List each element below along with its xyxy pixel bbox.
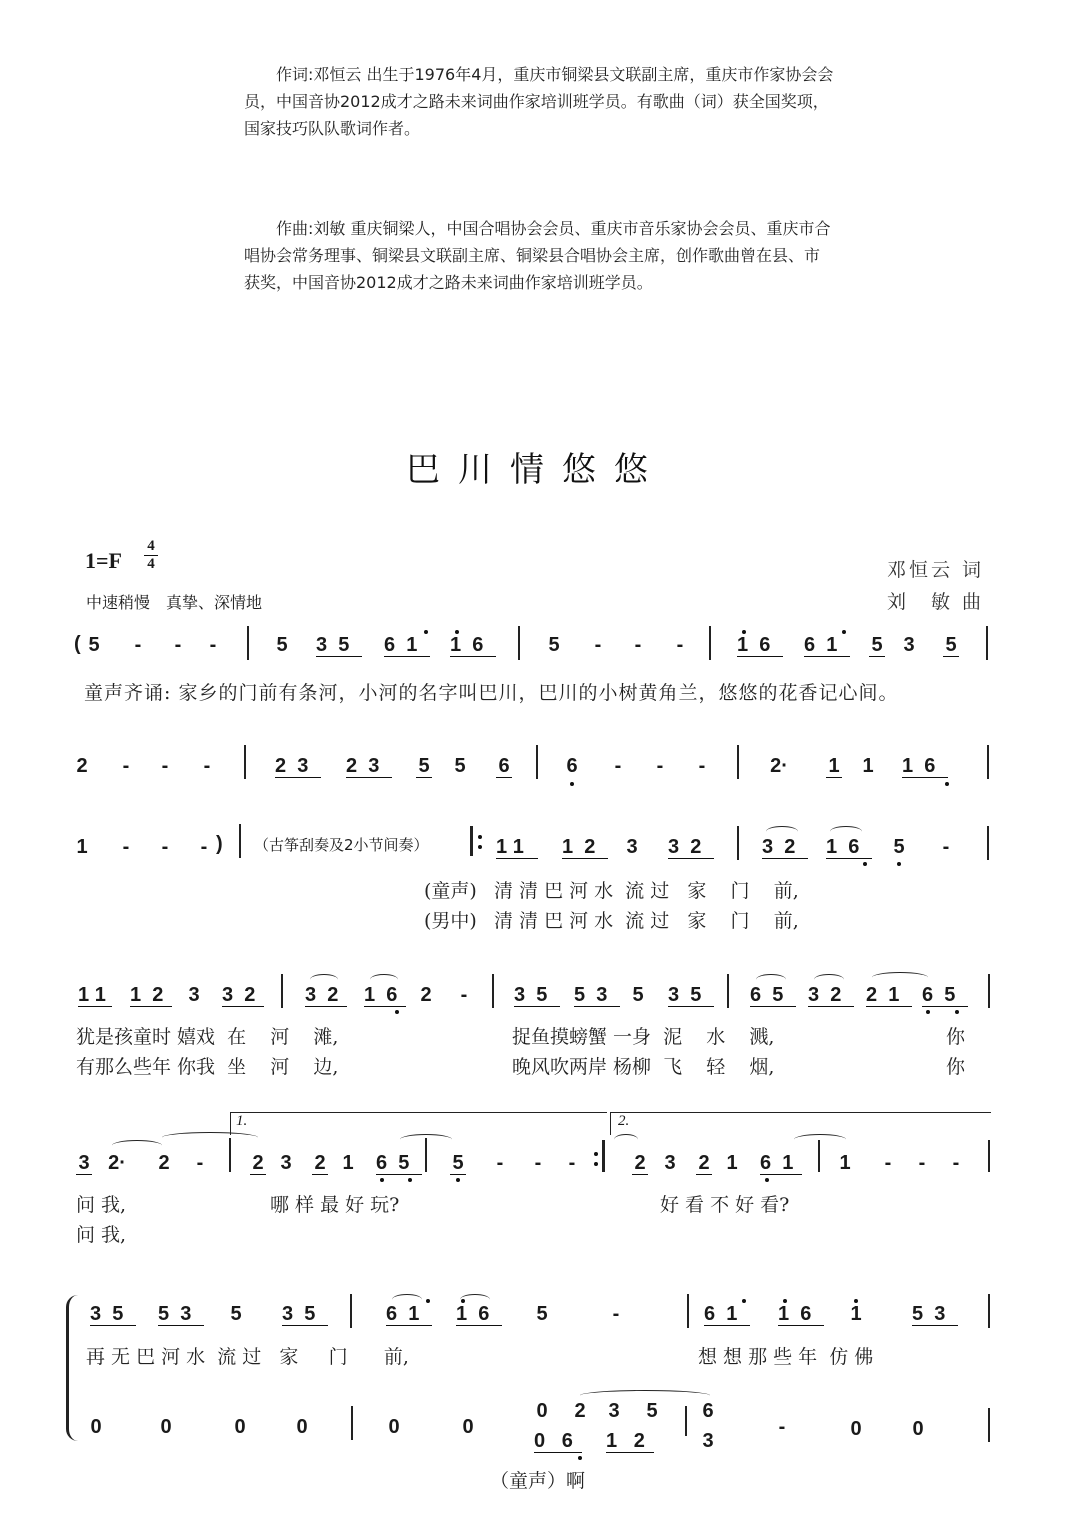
- verse-1-lyrics: 哪 样 最 好 玩?: [270, 1194, 400, 1216]
- lyrics: 想 想 那 些 年 仿 佛: [698, 1346, 874, 1368]
- note: 1: [726, 1152, 738, 1174]
- note: 3: [664, 1152, 676, 1174]
- verse-1-lyrics: 好 看 不 好 看?: [660, 1194, 790, 1216]
- verse-1-lyrics: 犹是孩童时 嬉戏 在 河 滩,: [76, 1026, 339, 1048]
- note: 5: [536, 1303, 548, 1325]
- rest: 0: [234, 1416, 246, 1438]
- note: 5: [454, 755, 466, 777]
- note: 5: [276, 634, 288, 656]
- high-dot: [742, 1299, 746, 1303]
- note-group: 3 5: [316, 634, 362, 657]
- dash: -: [203, 755, 211, 777]
- dash: -: [612, 1303, 620, 1325]
- note: 2: [312, 1152, 328, 1175]
- verse-1-lyrics: 清 清 巴 河 水 流 过 家 门 前,: [494, 880, 799, 902]
- note: 5: [230, 1303, 242, 1325]
- barline: [281, 974, 283, 1008]
- barline: [988, 1140, 990, 1172]
- note-group: 3 5: [282, 1303, 328, 1326]
- verse-1-lyrics: 问 我,: [76, 1194, 127, 1216]
- barline: [727, 974, 729, 1008]
- low-dot: [765, 1178, 769, 1182]
- dash: -: [952, 1152, 960, 1174]
- barline: [350, 1294, 352, 1328]
- voice-label-male: (男中): [424, 910, 477, 932]
- note: 1: [826, 755, 842, 778]
- note: 1: [850, 1303, 862, 1325]
- note: 5: [548, 634, 560, 656]
- barline: [685, 1406, 687, 1436]
- barline: [988, 1408, 990, 1442]
- note: 2: [250, 1152, 266, 1175]
- note-group: 1 2: [130, 984, 172, 1007]
- note-group: 1 6: [364, 984, 406, 1007]
- rest: 0: [90, 1416, 102, 1438]
- note-group: 0 6: [534, 1430, 582, 1453]
- note: 1: [342, 1152, 354, 1174]
- dash: -: [594, 634, 602, 656]
- note: 5: [632, 984, 644, 1006]
- dash: -: [676, 634, 684, 656]
- note: 5: [88, 634, 100, 656]
- dash: -: [122, 836, 130, 858]
- lyrics: 再 无 巴 河 水 流 过 家 门 前,: [86, 1346, 409, 1368]
- high-dot: [461, 1299, 465, 1303]
- dash: -: [496, 1152, 504, 1174]
- repeat-dot: [478, 845, 482, 849]
- note: 2: [574, 1400, 586, 1422]
- dash: -: [778, 1416, 786, 1438]
- note-group: 1 6: [737, 634, 783, 657]
- note: 2: [76, 755, 88, 777]
- note-group: 6 5: [376, 1152, 422, 1175]
- close-paren: ): [216, 833, 223, 855]
- dash: -: [534, 1152, 542, 1174]
- note: 2·: [770, 755, 788, 777]
- high-dot: [783, 1299, 787, 1303]
- barline: [987, 826, 989, 860]
- dash: -: [656, 755, 664, 777]
- note: 5: [869, 634, 885, 657]
- dash: -: [918, 1152, 926, 1174]
- recitation-lyrics: 童声齐诵: 家乡的门前有条河，小河的名字叫巴川，巴川的小树黄角兰，悠悠的花香记心间。: [84, 682, 899, 704]
- note-group: 2 3: [346, 755, 392, 778]
- note-group: 6 1: [760, 1152, 802, 1175]
- note-group: 1 6: [450, 634, 496, 657]
- barline: [737, 745, 739, 779]
- note-group: 3 2: [808, 984, 854, 1007]
- note: 5: [646, 1400, 658, 1422]
- low-dot: [395, 1010, 399, 1014]
- rest: 0: [850, 1418, 862, 1440]
- note-group: 1 1: [78, 984, 112, 1007]
- note: 5: [893, 836, 905, 858]
- lyricist-credit: 邓恒云 词: [887, 559, 985, 581]
- low-dot: [955, 1010, 959, 1014]
- barline: [492, 974, 494, 1008]
- barline: [709, 626, 711, 660]
- note-group: 6 5: [922, 984, 968, 1007]
- note-group: 1 1: [496, 836, 538, 859]
- tie: [162, 1132, 258, 1143]
- song-title: 巴川情悠悠: [406, 450, 666, 490]
- note: 3: [626, 836, 638, 858]
- barline: [986, 626, 988, 660]
- note-group: 1 6: [826, 836, 872, 859]
- note: 6: [702, 1400, 714, 1422]
- volta-1-bracket: [230, 1112, 607, 1135]
- note: 2·: [108, 1152, 126, 1174]
- note: 3: [188, 984, 200, 1006]
- note-group: 6 1: [704, 1303, 750, 1326]
- verse-2-lyrics: 晚风吹两岸 杨柳 飞 轻 烟,: [512, 1056, 775, 1078]
- verse-2-lyrics: 你: [946, 1056, 966, 1078]
- note: 5: [450, 1152, 466, 1175]
- key-signature: 1=F: [85, 548, 122, 573]
- barline: [737, 826, 739, 860]
- barline: [244, 745, 246, 779]
- low-dot: [863, 862, 867, 866]
- high-dot: [455, 630, 459, 634]
- note: 2: [420, 984, 432, 1006]
- barline: [247, 626, 249, 660]
- tie: [794, 1134, 846, 1145]
- rest: 0: [912, 1418, 924, 1440]
- low-dot: [926, 1010, 930, 1014]
- dash: -: [942, 836, 950, 858]
- composer-credit: 刘 敏 曲: [887, 591, 985, 613]
- barline: [687, 1294, 689, 1328]
- note-group: 1 6: [778, 1303, 824, 1326]
- note: 6: [566, 755, 578, 777]
- note-group: 3 5: [90, 1303, 136, 1326]
- lyricist-bio: 作词:邓恒云 出生于1976年4月，重庆市铜梁县文联副主席，重庆市作家协会会员，中国音协2012成才之路未来词曲作家培训班学员。有歌曲（词）获全国奖项，国家技巧队队歌词作者。: [244, 65, 834, 138]
- volta-1-label: 1.: [236, 1113, 248, 1129]
- note: 1: [76, 836, 88, 858]
- note-group: 6 1: [384, 634, 430, 657]
- barline: [239, 824, 241, 858]
- voice-label-children: (童声): [424, 880, 477, 902]
- note: 5: [416, 755, 432, 778]
- children-ah-lyric: （童声）啊: [490, 1470, 586, 1492]
- low-dot: [897, 862, 901, 866]
- tempo-marking: 中速稍慢 真挚、深情地: [86, 593, 263, 612]
- verse-2-lyrics: 清 清 巴 河 水 流 过 家 门 前,: [494, 910, 799, 932]
- low-dot: [570, 782, 574, 786]
- high-dot: [742, 630, 746, 634]
- dash: -: [161, 836, 169, 858]
- note-group: 3 5: [668, 984, 714, 1007]
- note-group: 3 5: [514, 984, 560, 1007]
- barline: [229, 1138, 231, 1172]
- dash: -: [614, 755, 622, 777]
- dash: -: [174, 634, 182, 656]
- dash: -: [209, 634, 217, 656]
- slur: [112, 1140, 162, 1151]
- note-group: 1 6: [456, 1303, 502, 1326]
- low-dot: [578, 1456, 582, 1460]
- verse-2-lyrics: 有那么些年 你我 坐 河 边,: [76, 1056, 339, 1078]
- low-dot: [945, 782, 949, 786]
- barline: [988, 1294, 990, 1328]
- note-group: 1 2: [562, 836, 608, 859]
- high-dot: [854, 1299, 858, 1303]
- open-paren: (: [74, 633, 81, 655]
- dash: -: [134, 634, 142, 656]
- volta-2-label: 2.: [618, 1113, 630, 1129]
- barline: [518, 626, 520, 660]
- barline: [818, 1140, 820, 1172]
- note-group: 6 1: [804, 634, 850, 657]
- note: 3: [903, 634, 915, 656]
- volta-2-bracket: [610, 1112, 991, 1135]
- note-group: 5 3: [912, 1303, 958, 1326]
- dash: -: [200, 836, 208, 858]
- note: 3: [608, 1400, 620, 1422]
- low-dot: [456, 1178, 460, 1182]
- rest: 0: [462, 1416, 474, 1438]
- dash: -: [122, 755, 130, 777]
- note-group: 3 2: [222, 984, 264, 1007]
- note-group: 5 3: [574, 984, 620, 1007]
- note: 2: [158, 1152, 170, 1174]
- repeat-end-bar: [602, 1140, 605, 1172]
- barline: [988, 974, 990, 1008]
- note: 2: [632, 1152, 648, 1175]
- high-dot: [426, 1299, 430, 1303]
- note-group: 3 2: [668, 836, 714, 859]
- repeat-dot: [478, 835, 482, 839]
- time-signature: $\frac{4}{4}$: [144, 538, 158, 573]
- note: 1: [862, 755, 874, 777]
- high-dot: [424, 630, 428, 634]
- note-group: 2 1: [866, 984, 912, 1007]
- barline: [987, 745, 989, 779]
- dash: -: [568, 1152, 576, 1174]
- barline: [351, 1406, 353, 1440]
- repeat-dot: [594, 1162, 598, 1166]
- dash: -: [196, 1152, 204, 1174]
- verse-1-lyrics: 捉鱼摸螃蟹 一身 泥 水 溅,: [512, 1026, 775, 1048]
- verse-2-lyrics: 问 我,: [76, 1224, 127, 1246]
- note: 1: [839, 1152, 851, 1174]
- note: 3: [76, 1152, 92, 1175]
- note-group: 6 5: [750, 984, 796, 1007]
- rest: 0: [296, 1416, 308, 1438]
- verse-1-lyrics: 你: [946, 1026, 966, 1048]
- repeat-dot: [594, 1152, 598, 1156]
- dash: -: [460, 984, 468, 1006]
- note-group: 3 2: [762, 836, 808, 859]
- note-group: 2 3: [275, 755, 321, 778]
- low-dot: [408, 1178, 412, 1182]
- note-group: 6 1: [386, 1303, 432, 1326]
- note-group: 1 2: [606, 1430, 654, 1453]
- note: 2: [696, 1152, 712, 1175]
- interlude-note: （古筝刮奏及2小节间奏）: [254, 836, 429, 854]
- barline: [536, 745, 538, 779]
- rest: 0: [160, 1416, 172, 1438]
- barline: [425, 1138, 427, 1172]
- system-brace: [66, 1295, 79, 1441]
- note-group: 3 2: [305, 984, 347, 1007]
- dash: -: [698, 755, 706, 777]
- repeat-start-bar: [470, 826, 473, 856]
- note: 3: [702, 1430, 714, 1452]
- composer-bio: 作曲:刘敏 重庆铜梁人，中国合唱协会会员、重庆市音乐家协会会员、重庆市合唱协会常务理事、铜梁县文联副主席、铜梁县合唱协会主席，创作歌曲曾在县、市获奖，中国音协2012成才之路未来词曲作家培训班学员。: [244, 219, 831, 292]
- note: 0: [536, 1400, 548, 1422]
- high-dot: [842, 630, 846, 634]
- note: 5: [943, 634, 959, 657]
- note: 3: [280, 1152, 292, 1174]
- dash: -: [161, 755, 169, 777]
- tie: [614, 1134, 638, 1145]
- note-group: 1 6: [902, 755, 948, 778]
- dash: -: [634, 634, 642, 656]
- note: 6: [496, 755, 512, 778]
- dash: -: [884, 1152, 892, 1174]
- rest: 0: [388, 1416, 400, 1438]
- slur: [872, 972, 928, 983]
- note-group: 5 3: [158, 1303, 204, 1326]
- low-dot: [380, 1178, 384, 1182]
